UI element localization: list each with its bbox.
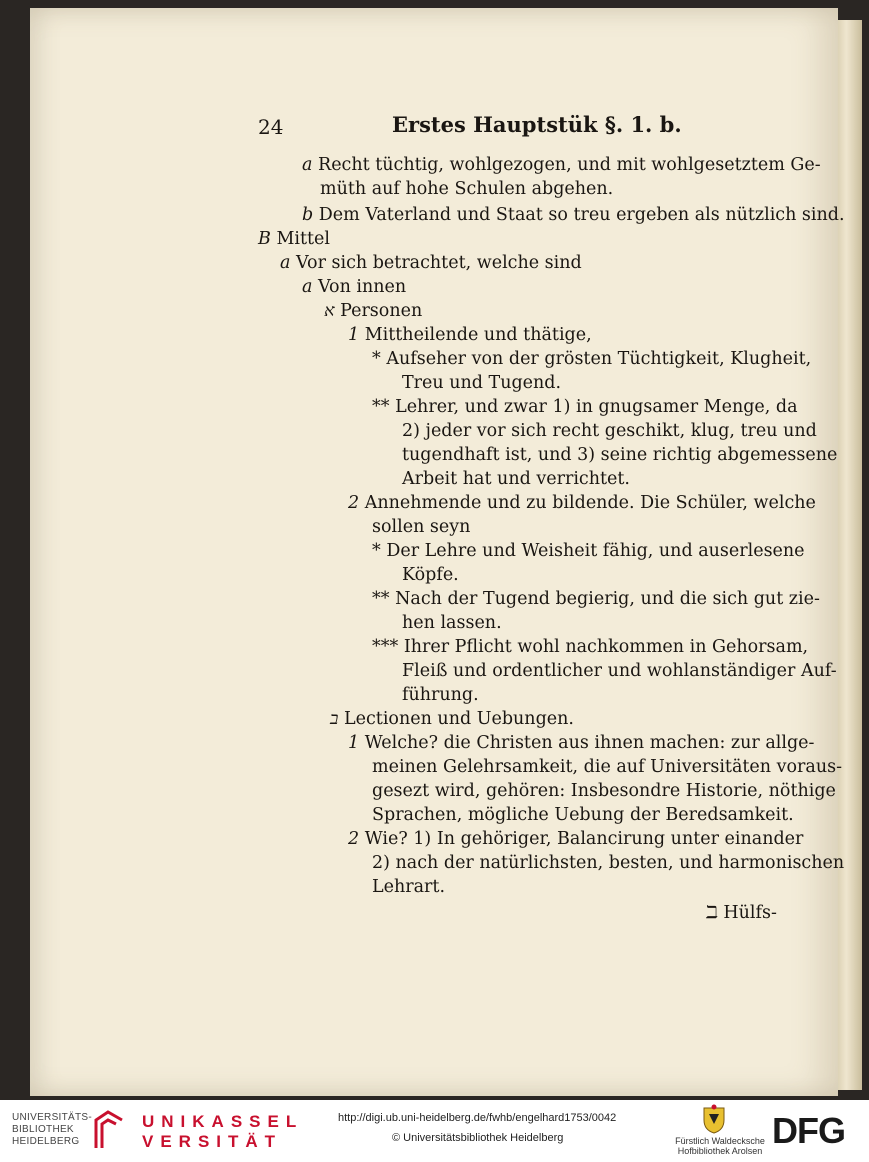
line-text: Arbeit hat und verrichtet. (402, 469, 630, 489)
text-line (402, 468, 630, 490)
line-text: Aufseher von der grösten Tüchtigkeit, Klugheit, (386, 349, 812, 369)
line-text: Der Lehre und Weisheit fähig, und auserlesene (386, 541, 805, 561)
line-text: 2) nach der natürlichsten, besten, und harmonischen (372, 853, 845, 873)
text-line (302, 154, 821, 176)
line-text: Ihrer Pflicht wohl nachkommen in Gehorsam, (403, 637, 809, 657)
uni-kassel-logo (142, 1112, 303, 1132)
line-mark: א (324, 301, 335, 321)
text-line (372, 804, 794, 826)
text-line (372, 780, 836, 802)
text-line (402, 612, 502, 634)
line-text: Annehmende und zu bildende. Die Schüler, welche (364, 493, 816, 513)
text-line (372, 348, 811, 370)
copyright-notice: © Universitätsbibliothek Heidelberg (392, 1132, 564, 1144)
text-line (372, 540, 805, 562)
text-line (372, 876, 445, 898)
fwhb-line: Fürstlich Waldecksche (675, 1136, 765, 1146)
line-text: Sprachen, mögliche Uebung der Beredsamkeit. (372, 805, 794, 825)
line-text: tugendhaft ist, und 3) seine richtig abgemessene (402, 445, 838, 465)
line-mark: ** (372, 589, 390, 609)
line-text: Welche? die Christen aus ihnen machen: zur allge- (364, 733, 815, 753)
kassel-bottom: VERSITÄT (142, 1132, 283, 1151)
line-text: Mittheilende und thätige, (364, 325, 592, 345)
text-line (320, 178, 613, 200)
line-text: führung. (402, 685, 479, 705)
text-line (402, 684, 479, 706)
text-line (348, 732, 814, 754)
line-text: Dem Vaterland und Staat so treu ergeben als nützlich sind. (318, 205, 845, 225)
line-text: Köpfe. (402, 565, 459, 585)
line-text: Lehrart. (372, 877, 446, 897)
text-line (372, 588, 820, 610)
line-mark: 1 (348, 325, 360, 345)
line-text: hen lassen. (402, 613, 502, 633)
text-line (348, 828, 803, 850)
page-number: 24 (258, 115, 284, 139)
book-page (30, 8, 845, 1096)
text-line (402, 564, 459, 586)
line-mark: 1 (348, 733, 360, 753)
line-text: Wie? 1) In gehöriger, Balancirung unter einander (364, 829, 804, 849)
text-line (402, 372, 561, 394)
ub-line: UNIVERSITÄTS- (12, 1112, 93, 1123)
line-text: 2) jeder vor sich recht geschikt, klug, treu und (402, 421, 817, 441)
kassel-top: UNIKASSEL (142, 1112, 304, 1131)
line-mark: 2 (348, 493, 360, 513)
text-line (372, 516, 470, 538)
text-line (402, 420, 817, 442)
line-text: Personen (340, 301, 423, 321)
line-text: Lehrer, und zwar 1) in gnugsamer Menge, da (395, 397, 798, 417)
ub-line: HEIDELBERG (12, 1136, 80, 1147)
text-line (372, 636, 808, 658)
line-mark: ** (372, 397, 390, 417)
line-text: Vor sich betrachtet, welche sind (296, 253, 582, 273)
line-text: Nach der Tugend begierig, und die sich gut zie- (395, 589, 820, 609)
running-title: Erstes Hauptstük §. 1. b. (392, 112, 682, 137)
line-mark: 2 (348, 829, 360, 849)
ub-heidelberg-wordmark (12, 1112, 92, 1148)
fwhb-label (670, 1136, 770, 1156)
facing-page-edge (836, 20, 862, 1090)
text-line (330, 708, 574, 730)
ub-logo-icon (92, 1110, 126, 1150)
text-line (372, 396, 798, 418)
line-mark: a (302, 277, 313, 297)
line-mark: *** (372, 637, 399, 657)
text-line (280, 252, 582, 274)
line-text: Mittel (276, 229, 330, 249)
line-mark: * (372, 541, 381, 561)
permalink-url[interactable]: http://digi.ub.uni-heidelberg.de/fwhb/engelhard1753/0042 (338, 1112, 617, 1124)
text-line (302, 276, 406, 298)
dfg-logo: DFG (772, 1110, 845, 1151)
fwhb-line: Hofbibliothek Arolsen (677, 1146, 763, 1156)
text-line (402, 660, 837, 682)
text-line (348, 324, 592, 346)
page-text (30, 8, 845, 1096)
line-text: gesezt wird, gehören: Insbesondre Historie, nöthige (372, 781, 836, 801)
line-text: Von innen (318, 277, 407, 297)
ub-line: BIBLIOTHEK (12, 1124, 74, 1135)
text-line (348, 492, 816, 514)
text-line (302, 204, 845, 226)
line-text: meinen Gelehrsamkeit, die auf Universitäten voraus- (372, 757, 842, 777)
text-line (372, 756, 842, 778)
text-line (258, 228, 330, 250)
text-line (402, 444, 837, 466)
catchword: ℶ Hülfs- (706, 903, 777, 923)
uni-kassel-logo-bottom (142, 1132, 282, 1152)
line-text: Fleiß und ordentlicher und wohlanständiger Auf- (402, 661, 837, 681)
footer-bar (0, 1100, 869, 1162)
waldeck-crest-icon (700, 1104, 728, 1134)
line-mark: b (302, 205, 314, 225)
line-text: Treu und Tugend. (402, 373, 562, 393)
text-line (324, 300, 422, 322)
line-mark: a (280, 253, 291, 273)
line-text: müth auf hohe Schulen abgehen. (320, 179, 614, 199)
line-text: Lectionen und Uebungen. (344, 709, 574, 729)
text-line (372, 852, 844, 874)
line-text: sollen seyn (372, 517, 471, 537)
line-mark: ב (330, 709, 339, 729)
line-mark: B (258, 229, 271, 249)
line-mark: a (302, 155, 313, 175)
line-text: Recht tüchtig, wohlgezogen, und mit wohlgesetztem Ge- (318, 155, 821, 175)
line-mark: * (372, 349, 381, 369)
